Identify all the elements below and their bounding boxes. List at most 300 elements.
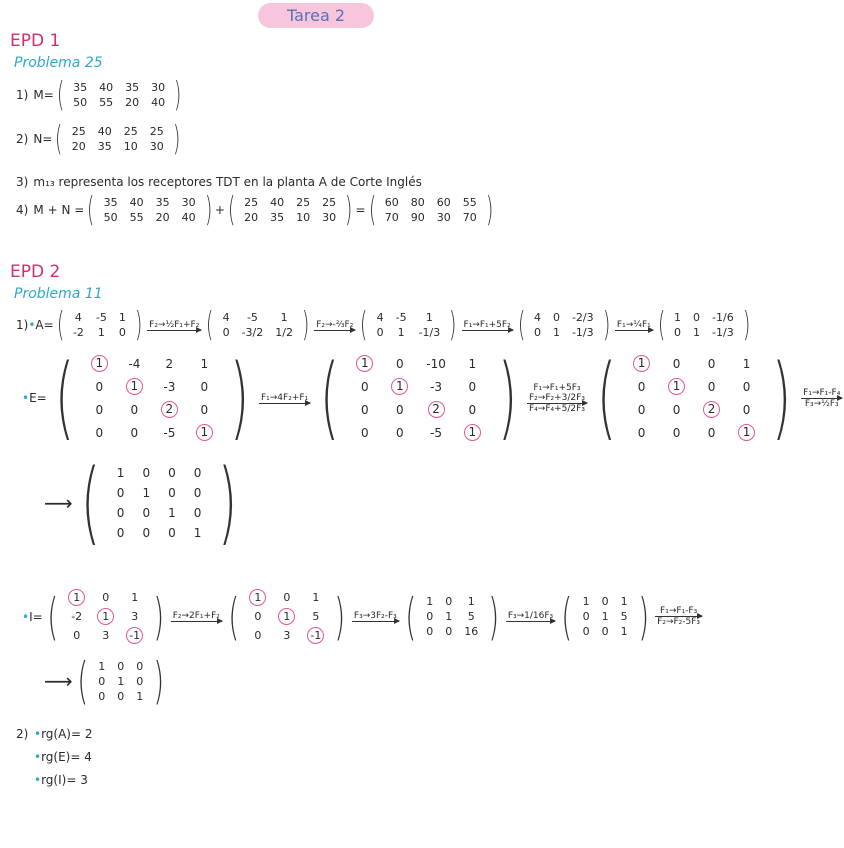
- matrix-entry: [347, 352, 382, 375]
- entry-value: 1: [467, 595, 475, 608]
- entry-value: 30: [436, 211, 451, 224]
- matrix-entry: [62, 607, 91, 626]
- matrix-entry: [117, 352, 152, 375]
- matrix-entry: [130, 689, 149, 704]
- bullet-icon: •: [22, 609, 30, 624]
- row-op-label: F₂→2F₁+F₂: [172, 611, 220, 621]
- entry-value: 30: [181, 196, 196, 209]
- entry-value: -5: [95, 311, 107, 324]
- matrix-entry: [238, 210, 264, 225]
- row-op-label: F₃→1/16F₃: [507, 611, 554, 621]
- entry-value: 10: [296, 211, 311, 224]
- matrix-grid: [243, 588, 330, 645]
- matrix-entry: [91, 607, 120, 626]
- matrix-entry: [117, 398, 152, 421]
- matrix-entry: [82, 398, 117, 421]
- entry-value: 1: [620, 625, 628, 638]
- matrix-E-3: [73, 450, 246, 555]
- entry-value: 40: [129, 196, 144, 209]
- pivot-entry: 1: [391, 378, 408, 395]
- matrix-grid: [98, 195, 202, 225]
- left-paren: (: [56, 305, 64, 345]
- matrix-entry: [152, 352, 187, 375]
- entry-value: 0: [193, 466, 202, 480]
- matrix-entry: [159, 503, 185, 523]
- matrix-grid: [528, 310, 600, 340]
- matrix-entry: [439, 609, 458, 624]
- entry-value: 0: [95, 379, 104, 394]
- left-paren: (: [227, 190, 236, 230]
- entry-value: 0: [102, 591, 110, 604]
- entry-value: 3: [283, 629, 291, 642]
- entry-value: -2/3: [571, 311, 594, 324]
- row-op-arrow: [314, 320, 355, 331]
- entry-value: 1: [193, 526, 202, 540]
- matrix-entry: [159, 483, 185, 503]
- matrix-entry: [615, 609, 634, 624]
- pivot-entry: 1: [356, 355, 373, 372]
- entry-value: -2: [72, 326, 84, 339]
- matrix-entry: [659, 375, 694, 398]
- entry-value: 3: [102, 629, 110, 642]
- matrix-entry: [111, 674, 130, 689]
- matrix-entry: [687, 310, 706, 325]
- entry-value: 0: [142, 526, 151, 540]
- entry-value: 0: [136, 659, 144, 673]
- matrix-A-3: [515, 305, 613, 345]
- row-op-label: F₁→F₁+5F₂: [463, 319, 511, 330]
- row-op-label: F₂→F₂+3/2F₃: [529, 392, 585, 403]
- entry-value: -3/2: [241, 326, 264, 339]
- bullet-icon: •: [34, 727, 42, 741]
- entry-value: 16: [464, 625, 479, 638]
- bullet-icon: •: [34, 750, 42, 764]
- entry-value: -1/6: [712, 311, 734, 324]
- entry-value: 0: [707, 425, 716, 440]
- matrix-entry: [301, 607, 330, 626]
- matrix-entry: [382, 398, 417, 421]
- left-paren: (: [561, 587, 573, 646]
- matrix-entry: [176, 195, 202, 210]
- entry-value: 25: [123, 125, 138, 138]
- matrix-entry: [566, 310, 600, 325]
- matrix-entry: [301, 626, 330, 645]
- matrix-entry: [187, 421, 222, 444]
- entry-value: 0: [193, 506, 202, 520]
- rank-a: [34, 727, 93, 741]
- epd2-heading: EPD 2: [10, 262, 61, 282]
- matrix-entry: [405, 210, 431, 225]
- right-paren: ): [174, 75, 182, 115]
- entry-value: 0: [168, 526, 176, 540]
- entry-value: 40: [99, 81, 114, 94]
- right-paren: ): [218, 450, 238, 555]
- row-op-arrow: [506, 611, 555, 622]
- entry-value: 30: [151, 81, 166, 94]
- entry-value: 20: [244, 211, 259, 224]
- left-paren: (: [80, 450, 100, 555]
- matrix-entry: [316, 210, 342, 225]
- item-label: 1): [16, 88, 29, 102]
- rank-i: [34, 773, 88, 787]
- entry-value: 5: [312, 610, 320, 623]
- epd2-problem: Problema 11: [14, 286, 103, 302]
- bullet-icon: •: [28, 318, 36, 332]
- entry-value: 35: [73, 81, 88, 94]
- entry-value: 0: [674, 326, 682, 339]
- matrix-entry: [390, 310, 413, 325]
- entry-value: 1: [280, 311, 288, 324]
- entry-value: 0: [283, 591, 291, 604]
- matrix-entry: [417, 375, 455, 398]
- matrix-entry: [439, 624, 458, 639]
- matrix-grid: [62, 588, 149, 645]
- matrix-A-reduction: [16, 305, 753, 345]
- entry-value: 3: [131, 610, 139, 623]
- matrix-entry: [113, 310, 132, 325]
- matrix-A-4: [655, 305, 753, 345]
- matrix-name: M=: [33, 88, 54, 102]
- entry-value: 0: [742, 402, 751, 417]
- pivot-entry: -1: [307, 627, 324, 644]
- item-label: 1): [16, 318, 29, 332]
- matrix-entry: [124, 210, 150, 225]
- entry-value: 1: [468, 356, 477, 371]
- entry-value: 0: [200, 379, 209, 394]
- pivot-entry: 1: [126, 378, 143, 395]
- entry-value: 0: [360, 425, 369, 440]
- matrix-E-1: [312, 345, 525, 450]
- entry-value: 0: [426, 610, 434, 623]
- entry-value: 0: [637, 425, 646, 440]
- right-paren: ): [172, 119, 180, 159]
- matrix-grid: [217, 310, 299, 340]
- pivot-entry: 1: [97, 608, 114, 625]
- plus-sign: +: [214, 203, 225, 217]
- left-paren: (: [206, 305, 214, 345]
- pivot-entry: 1: [464, 424, 481, 441]
- right-paren: ): [602, 305, 610, 345]
- pivot-entry: 1: [278, 608, 295, 625]
- matrix-name: A=: [35, 318, 54, 332]
- entry-value: 0: [637, 379, 646, 394]
- matrix-entry: [413, 325, 447, 340]
- left-paren: (: [368, 190, 376, 230]
- entry-value: 20: [71, 140, 86, 153]
- pivot-entry: 1: [91, 355, 108, 372]
- pivot-entry: 2: [428, 401, 445, 418]
- matrix-E-result: [44, 450, 245, 555]
- entry-value: 70: [384, 211, 399, 224]
- matrix-entry: [455, 421, 490, 444]
- entry-value: -4: [128, 356, 141, 371]
- matrix-entry: [159, 523, 185, 543]
- entry-value: -2: [71, 610, 83, 623]
- entry-value: 0: [693, 311, 701, 324]
- entry-value: 0: [468, 402, 477, 417]
- matrix-entry: [694, 352, 729, 375]
- item-label: 2): [16, 132, 29, 146]
- matrix-entry: [596, 594, 615, 609]
- entry-value: 0: [168, 486, 176, 500]
- entry-value: 1/2: [275, 326, 293, 339]
- entry-value: -1/3: [712, 326, 734, 339]
- row-op-arrow: [171, 611, 222, 622]
- matrix-N: [52, 119, 183, 159]
- entry-value: 0: [200, 402, 209, 417]
- left-paren: (: [77, 652, 88, 710]
- entry-value: -3: [163, 379, 176, 394]
- entry-value: 0: [742, 379, 751, 394]
- matrix-entry: [272, 626, 301, 645]
- matrix-entry: [458, 609, 484, 624]
- entry-value: 25: [244, 196, 259, 209]
- matrix-I-result: [44, 652, 169, 710]
- matrix-entry: [455, 398, 490, 421]
- row-op-arrow: [352, 611, 399, 622]
- left-paren: (: [55, 119, 63, 159]
- entry-value: 40: [97, 125, 112, 138]
- entry-value: 0: [117, 689, 125, 703]
- matrix-entry: [92, 139, 118, 154]
- matrix-grid: [82, 352, 222, 444]
- matrix-entry: [185, 523, 211, 543]
- matrix-entry: [420, 594, 439, 609]
- left-paren: (: [87, 190, 95, 230]
- entry-value: 1: [200, 356, 209, 371]
- row-op-arrow: [615, 320, 653, 331]
- entry-value: -1/3: [418, 326, 441, 339]
- matrix-A-2: [357, 305, 459, 345]
- entry-value: 60: [384, 196, 399, 209]
- matrix-entry: [382, 421, 417, 444]
- matrix-entry: [62, 626, 91, 645]
- entry-value: 50: [103, 211, 118, 224]
- matrix-entry: [111, 689, 130, 704]
- matrix-entry: [269, 325, 299, 340]
- entry-value: 0: [168, 466, 176, 480]
- entry-value: 25: [296, 196, 311, 209]
- entry-value: 0: [116, 506, 125, 520]
- entry-value: 1: [117, 674, 125, 688]
- rank-text: rg(E)= 4: [41, 750, 92, 764]
- matrix-entry: [243, 607, 272, 626]
- matrix-entry: [624, 398, 659, 421]
- matrix-entry: [82, 421, 117, 444]
- item-label: 3): [16, 174, 29, 189]
- pivot-entry: -1: [126, 627, 143, 644]
- entry-value: 4: [222, 311, 230, 324]
- matrix-I-4: [73, 652, 169, 710]
- matrix-entry: [694, 398, 729, 421]
- entry-value: 0: [672, 356, 681, 371]
- entry-value: 0: [118, 326, 126, 339]
- matrix-entry: [145, 80, 171, 95]
- entry-value: 0: [582, 610, 590, 623]
- matrix-entry: [290, 210, 316, 225]
- row-op-label: F₂→F₂-5F₃: [657, 617, 701, 627]
- row-op-label: F₁→4F₂+F₁: [260, 392, 309, 403]
- matrix-entry: [117, 375, 152, 398]
- entry-value: 0: [672, 425, 681, 440]
- row-op-label: F₂→-⅔F₂: [316, 319, 354, 330]
- matrix-entry: [176, 210, 202, 225]
- matrix-entry: [659, 352, 694, 375]
- entry-value: 20: [125, 96, 140, 109]
- matrix-entry: [528, 325, 547, 340]
- entry-value: 0: [130, 402, 139, 417]
- matrix-entry: [371, 325, 390, 340]
- matrix-entry: [120, 588, 149, 607]
- row-op-label: F₁→F₁-F₄: [803, 387, 841, 398]
- matrix-entry: [117, 421, 152, 444]
- entry-value: 0: [130, 425, 139, 440]
- left-paren: (: [54, 345, 74, 450]
- right-paren: ): [204, 190, 212, 230]
- entry-value: 0: [637, 402, 646, 417]
- entry-value: 0: [582, 625, 590, 638]
- matrix-entry: [566, 325, 600, 340]
- entry-value: 1: [131, 591, 139, 604]
- bullet-icon: •: [34, 773, 42, 787]
- matrix-entry: [624, 375, 659, 398]
- entry-value: -10: [426, 356, 446, 371]
- pivot-entry: 1: [668, 378, 685, 395]
- entry-value: 0: [193, 486, 202, 500]
- matrix-entry: [347, 421, 382, 444]
- epd1-problem: Problema 25: [14, 55, 103, 71]
- matrix-entry: [729, 375, 764, 398]
- entry-value: 0: [601, 595, 609, 608]
- matrix-entry: [144, 124, 170, 139]
- matrix-grid: [420, 594, 484, 639]
- matrix-entry: [577, 594, 596, 609]
- matrix-A-0: [54, 305, 145, 345]
- matrix-entry: [66, 139, 92, 154]
- matrix-entry: [457, 195, 483, 210]
- entry-value: 90: [410, 211, 425, 224]
- matrix-entry: [243, 588, 272, 607]
- matrix-entry: [152, 398, 187, 421]
- entry-value: 5: [620, 610, 628, 623]
- right-paren: ): [334, 587, 346, 646]
- entry-value: 1: [620, 595, 628, 608]
- matrix-entry: [120, 626, 149, 645]
- matrix-entry: [528, 310, 547, 325]
- matrix-entry: [694, 375, 729, 398]
- entry-value: 50: [73, 96, 88, 109]
- pivot-entry: 1: [633, 355, 650, 372]
- entry-value: 4: [533, 311, 541, 324]
- matrix-entry: [687, 325, 706, 340]
- entry-value: 0: [707, 379, 716, 394]
- matrix-entry: [108, 523, 134, 543]
- entry-value: 0: [672, 402, 681, 417]
- matrix-entry: [301, 588, 330, 607]
- entry-value: 70: [462, 211, 477, 224]
- entry-value: -5: [246, 311, 258, 324]
- entry-value: 1: [136, 689, 144, 703]
- matrix-name: I=: [29, 609, 43, 624]
- entry-value: 0: [136, 674, 144, 688]
- matrix-entry: [185, 503, 211, 523]
- left-paren: (: [360, 305, 368, 345]
- matrix-grid: [668, 310, 740, 340]
- entry-value: 35: [125, 81, 140, 94]
- row-op-arrow: [147, 320, 201, 331]
- row-op-arrow: [655, 606, 702, 627]
- entry-value: 0: [601, 625, 609, 638]
- entry-value: 0: [95, 425, 104, 440]
- matrix-entry: [150, 195, 176, 210]
- matrix-entry: [130, 659, 149, 674]
- matrix-entry: [236, 325, 270, 340]
- right-paren: ): [638, 587, 649, 646]
- matrix-entry: [347, 375, 382, 398]
- matrix-grid: [66, 124, 170, 154]
- matrix-entry: [382, 352, 417, 375]
- matrix-entry: [90, 325, 113, 340]
- entry-value: 0: [360, 379, 369, 394]
- matrix-entry: [236, 310, 270, 325]
- matrix-entry: [133, 463, 159, 483]
- entry-value: 0: [98, 674, 106, 688]
- row-op-label: F₃→½F₃: [804, 398, 839, 409]
- matrix-entry: [458, 594, 484, 609]
- matrix-grid: [371, 310, 447, 340]
- matrix-entry: [729, 421, 764, 444]
- entry-value: 0: [116, 526, 125, 540]
- matrix-entry: [98, 210, 124, 225]
- matrix-entry: [659, 398, 694, 421]
- matrix-entry: [694, 421, 729, 444]
- matrix-entry: [264, 195, 290, 210]
- row-op-arrow: [801, 388, 842, 409]
- matrix-entry: [66, 124, 92, 139]
- entry-value: 35: [270, 211, 285, 224]
- equals-sign: =: [355, 203, 366, 217]
- matrix-name: E=: [29, 391, 47, 405]
- matrix-grid: [238, 195, 342, 225]
- left-paren: (: [517, 305, 525, 345]
- matrix-entry: [596, 609, 615, 624]
- rank-text: rg(I)= 3: [41, 773, 88, 787]
- matrix-E-reduction: [22, 345, 844, 450]
- entry-value: 25: [322, 196, 337, 209]
- matrix-entry: [420, 609, 439, 624]
- entry-value: 0: [707, 356, 716, 371]
- row-op-label: F₁→F₁-F₃: [660, 606, 698, 616]
- rank-e: [34, 750, 92, 764]
- matrix-entry: [379, 210, 405, 225]
- entry-value: 55: [99, 96, 114, 109]
- entry-value: 1: [116, 466, 125, 480]
- matrix-entry: [152, 421, 187, 444]
- row-op-label: F₁→¼F₁: [616, 319, 651, 330]
- left-paren: (: [56, 75, 65, 115]
- matrix-entry: [439, 594, 458, 609]
- entry-value: 0: [376, 326, 384, 339]
- matrix-entry: [596, 624, 615, 639]
- matrix-entry: [615, 624, 634, 639]
- entry-value: 0: [360, 402, 369, 417]
- matrix-grid: [108, 463, 211, 543]
- row-op-arrow: [259, 393, 310, 404]
- matrix-I-reduction: [22, 588, 704, 645]
- epd1-item2: [16, 119, 183, 159]
- matrix-entry: [417, 421, 455, 444]
- entry-value: 0: [552, 311, 560, 324]
